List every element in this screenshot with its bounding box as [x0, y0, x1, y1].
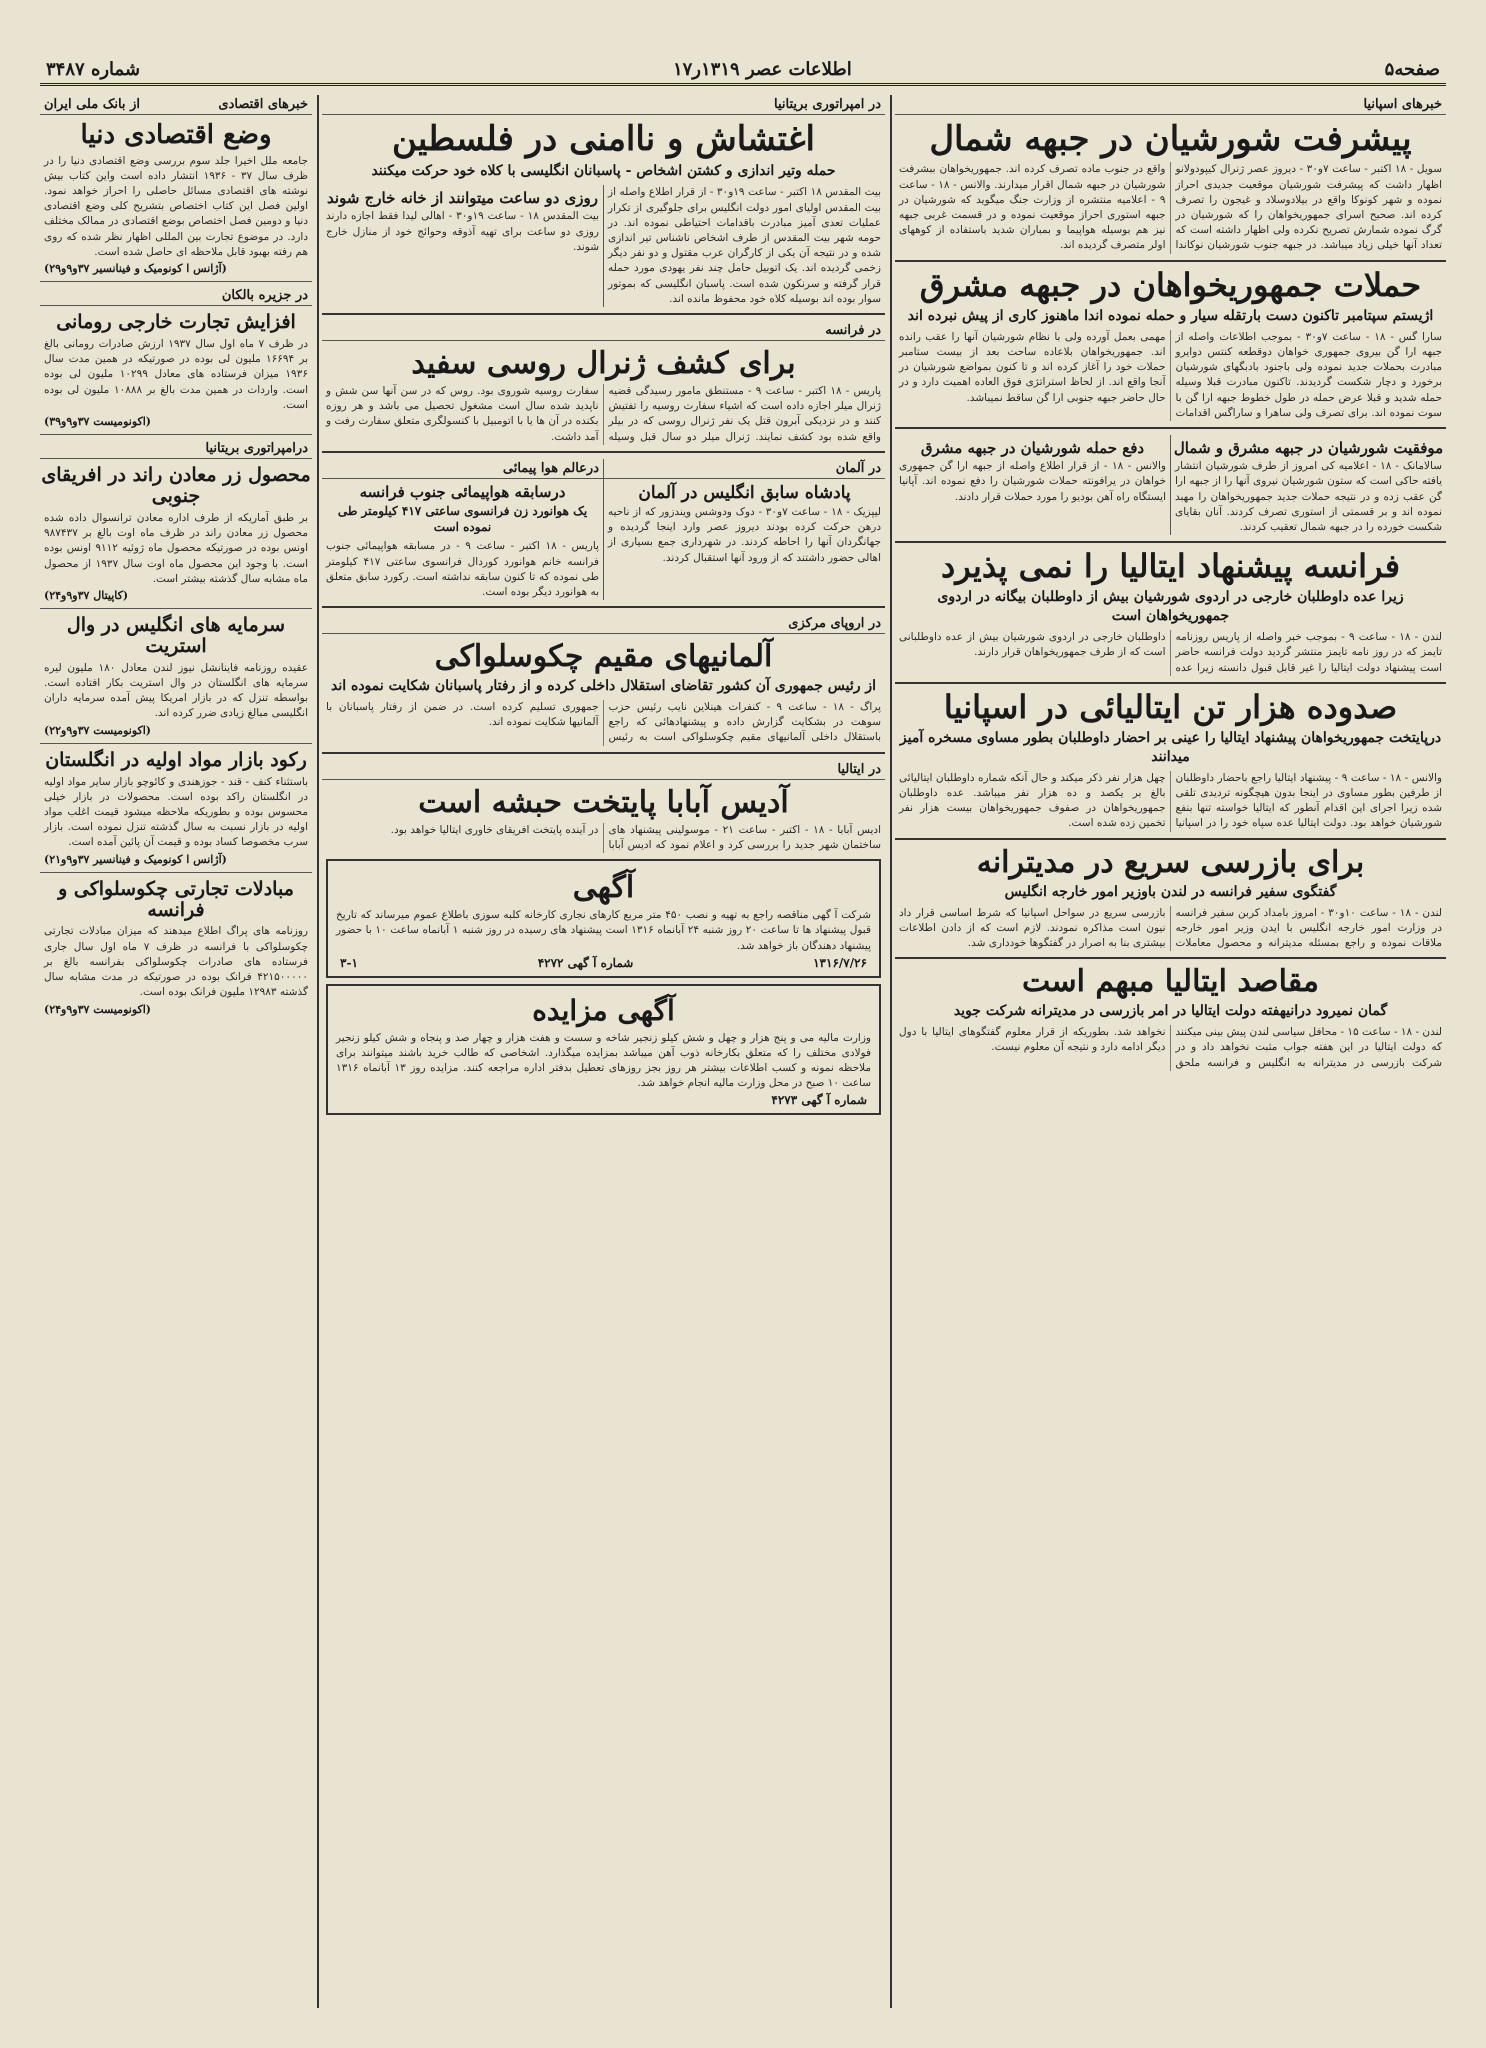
source-czech-france-trade: (اکونومیست ۳۷و۹و۲۴) [44, 1002, 152, 1016]
column-rule-right [890, 95, 892, 2008]
article-italy-intentions: لندن - ۱۸ - ساعت ۱۵ - محافل سیاسی لندن پیش بینی میکنند که دولت ایتالیا در این هفته جواب مثبت نخواهد داد و در شرکت بازرسی در مدیترانه به انگلیس و فرانسه ملحق نخواهد شد. بطوریکه از قرار معلوم گفتگوهای ایتالیا با دول دیگر ادامه دارد و نتیجه آن معلوم نیست. [899, 1026, 1442, 1069]
middle-column [322, 95, 885, 2008]
headline-rebels-north: پیشرفت شورشیان در جبهه شمال [929, 119, 1412, 159]
germany-aviation-row [322, 459, 885, 600]
masthead [40, 55, 1446, 86]
article-rand-gold: بر طبق آماریکه از طرف اداره معادن ترانسوال داده شده محصول زر معادن راند در ظرف ماه اوت بالغ بر ۹۸۷۴۳۷ اونس بوده در صورتیکه محصول ماه ژوئیه ۹۱۱۲ اونس بوده است. با وجود این محصول ماه اوت سال ۱۹۳۷ از محصول ماه مشابه سال گذشته بیشتر است. [44, 511, 309, 585]
article-raw-materials: باستثناء کنف - قند - جوزهندی و کائوچو بازار سایر مواد اولیه در انگلستان راکد بوده است. محصولات در بازار خیلی محسوس بوده و بطوریکه ملاحظه میشود قیمت اغلب مواد اولیه در بازار نسبت به سال گذشته تنزل نموده است. بازار سرب مخصوصا کساد بوده و قیمت آن پائین آمده است. [44, 775, 308, 849]
headline-curfew: روزی دو ساعت میتوانند از خانه خارج شوند [327, 189, 598, 208]
two-stories-row [895, 435, 1446, 535]
section-tag-central-europe: در اروپای مرکزی [322, 614, 885, 634]
auction-title: آگهی مزایده [532, 993, 675, 1027]
article-czech-france-trade: روزنامه های پراگ اطلاع میدهند که میزان مبادلات تجارتی چکوسلواکی با فرانسه در ظرف ۷ ماه اول سال جاری فرستاده های صادرات چکوسلواکی بفرانسه بالغ بر ۴۲۱۵۰۰۰۰۰ فرانک بوده در صورتیکه در مدت مشابه سال گذشته ۱۲۹۸۳ ملیون فرانک بوده است. [44, 925, 308, 999]
auction-box [326, 984, 881, 1116]
subhead-mediterranean: گفتگوی سفیر فرانسه در لندن باوزیر امور خارجه انگلیس [1004, 883, 1337, 900]
headline-france-rejects: فرانسه پیشنهاد ایتالیا را نمی پذیرد [941, 547, 1400, 586]
divider [322, 313, 885, 315]
subhead-germans-czechoslovakia: از رئیس جمهوری آن کشور تقاضای استقلال داخلی کرده و از رفتار پاسبانان شکایت نموده اند [330, 678, 877, 695]
headline-aviation-race: درسابقه هواپیمائی جنوب فرانسه [359, 482, 566, 501]
divider [40, 608, 312, 609]
headline-raw-materials: رکود بازار مواد اولیه در انگلستان [45, 748, 307, 771]
subhead-italy-intentions: گمان نمیرود درانیهفته دولت ایتالیا در امر بازرسی در مدیترانه شرکت جوید [953, 1003, 1388, 1020]
headline-czech-france-trade: مبادلات تجارتی چکوسلواکی و فرانسه [58, 877, 294, 921]
tag-bank-melli: از بانک ملی ایران [44, 97, 140, 112]
divider [322, 606, 885, 608]
headline-wall-street: سرمایه های انگلیس در وال استریت [66, 613, 286, 657]
headline-former-king: پادشاه سابق انگلیس در آلمان [638, 482, 851, 503]
headline-palestine: اغتشاش و ناامنی در فلسطین [392, 119, 815, 159]
source-world-economy: (آژانس ا کونومیک و فینانسیر ۳۷و۹و۲۹) [44, 262, 227, 276]
section-tag-italy: در ایتالیا [322, 760, 885, 780]
article-white-russian-general: پاریس - ۱۸ اکتبر - ساعت ۹ - مستنطق مامور رسیدگی قضیه ژنرال میلر اجازه داده است که اشیاء سفارت روسیه را تفتیش کنند و در نزدیکی آبرون قتل یک نفر ژنرال روسی که در بیلر واقع شده بود کشف نمایند. ژنرال میلر دو سال قبل وسیله سفارت روسیه شوروی بود. روس که در سن آنها سن شش و ناپدید شده سال است مشغول تحصیل می باشد و هر روزه بکنده در آن ها یا با اتومبیل با کنسولگری متعلق سفارت رفت و آمد داشت. [326, 385, 881, 443]
divider [895, 427, 1446, 429]
article-addis-ababa: ادیس آبابا - ۱۸ - اکتبر - ساعت ۲۱ - موسولینی پیشنهاد های ساختمان شهر جدید را بررسی کرد و اعلام نمود که ادیس آبابا در آینده پایتخت افریقای خاوری ایتالیا خواهد بود. [390, 823, 882, 851]
tag-economic-news: خبرهای اقتصادی [218, 97, 308, 112]
section-tag-aviation: درعالم هوا پیمائی [322, 459, 603, 479]
divider [40, 872, 312, 873]
subhead-palestine: حمله وتیر اندازی و کشتن اشخاص - پاسبانان انگلیسی با کلاه خود حرکت میکنند [371, 163, 836, 180]
article-world-economy: جامعه ملل اخیرا جلد سوم بررسی وضع اقتصادی دنیا را در ظرف سال ۳۷ - ۱۹۳۶ انتشار داده است واین کتاب بیش نوشته های اقتصادی مسائل حاصلی را احراز خواهد نمود. اولین فصل این کتاب اختصاص بتشریح کلی وضع اقتصادی دنیا و دومین فصل اختصاص بوضع اقتصادی در ممالک مختلف دارد. در موضوع تجارت بین المللی اظهار نظر شده که روی هم رفته بهبود قابل ملاحظه ای حاصل شده است. [44, 154, 308, 258]
divider [895, 957, 1446, 959]
article-france-rejects: لندن - ۱۸ - ساعت ۹ - بموجب خبر واصله از پاریس روزنامه تایمز که در روز نامه تایمز منتشر گردید دولت فرانسه حاضر است پیشنهاد دولت ایتالیا را غیر قابل قبول دانسته زیرا عده داوطلبان خارجی در اردوی شورشیان بیش از عده داوطلبانی است که از طرف جمهوریخواهان قرار دارند. [899, 631, 1442, 674]
divider [40, 434, 312, 435]
ad-date: ۱۳۱۶/۷/۲۶ [813, 955, 867, 970]
article-wall-street: عقیده روزنامه فاینانشل نیوز لندن معادل ۱۸۰ ملیون لیره سرمایه های انگلستان در وال استریت بکار افتاده است. بواسطه تنزل که در بازار امریکا پیش آمده سرمایه داران انگلیسی مبالغ زیادی ضرر کرده اند. [44, 661, 308, 720]
auction-body: وزارت مالیه می و پنج هزار و چهل و شش کیلو زنجیر شاخه و سست و هفت هزار و چهار صد و پنجاه و شش کیلو زنجیر فولادی مختلف را که متعلق بکارخانه ذوب آهن میباشد بمزایده میگذارد. اشخاصی که طالب خرید باشند میتوانند برای ملاحظه نمونه و کسب اطلاعات بیشتر هر روز بجز روزهای تعطیل بدفتر اداره مراجعه کنند. مزایده روز ۱۳ آبانماه ۱۳۱۶ ساعت ۱۰ صبح در محل وزارت مالیه انجام خواهد شد. [336, 1031, 871, 1090]
article-rebels-success: سالامانک - ۱۸ - اعلامیه کی امروز از طرف شورشیان انتشار یافته حاکی است که ستون شورشیان نیروی آنها را از جبهه ارا گن عقب زده و در نتیجه حملات جدید جمهوریخواهان را مهبد نموده اند و بر قسمتی از استوری تصرف کردند. آنان بقایای شکست خورده را در جبهه شمال تعقیب کردند. [1175, 460, 1442, 533]
headline-white-russian-general: برای کشف ژنرال روسی سفید [411, 346, 796, 382]
headline-world-economy: وضع اقتصادی دنیا [80, 120, 272, 150]
section-tag-british-empire: درامپراتوری بریتانیا [40, 439, 312, 459]
right-column [895, 95, 1446, 2008]
source-romania-trade: (اکونومیست ۳۷و۹و۳۹) [44, 415, 152, 429]
article-mediterranean: لندن - ۱۸ - ساعت ۱۰و۳۰ - امروز بامداد کربن سفیر فرانسه در وزارت امور خارجه انگلیس با ایدن وزیر امور خارجه ملاقات نموده و راجع بمسئله مدیترانه و محصول معاملات بازرسی سریع در سواحل اسپانیا که شرط اساسی قرار داد نیون است مذاکره نمودند. لازم است که از دادن اطلاعات بیشتری بنا به اصرار در گفتگوها خودداری شد. [899, 906, 1443, 949]
article-palestine: بیت المقدس ۱۸ اکتبر - ساعت ۱۹و۳۰ - از قرار اطلاع واصله از بیت المقدس اولیای امور دولت انگلیس برای جلوگیری از تکرار عملیات تعدی آمیز مبادرت باقدامات احتیاطی نموده اند. در حومه شهر بیت المقدس از طرف اشخاص ناشناس تیر اندازی شده و در نتیجه آن یکی از کارگران عرب مقتول و دو نفر دیگر زخمی گردیده اند. یک اتوبیل حامل چند نفر یهودی مورد حمله قرار گرفته و سرنکون شده است. پاسبان انگلیسی که بموتور سوار بوده اند بوسیله کلاه خود محفوظ مانده اند. [608, 186, 881, 305]
divider [40, 743, 312, 744]
article-attack-repelled: والانس - ۱۸ - از قرار اطلاع واصله از جبهه ارا گن جمهوری خواهان در یرافونته حملات شورشیان را دفع نموده اند. آپانیا ایستگاه راه آهن بودیو را مورد حملات قرار دادند. [899, 460, 1167, 503]
page-number: صفحه۵ [1384, 58, 1440, 80]
article-former-king: لیپزیک - ۱۸ - ساعت ۷و۳۰ - دوک ودوشس ویندزور که از ناحیه درهن حرکت کرده بودند دیروز عصر وارد اینجا گردیده و جهانگردان آنها را احاطه کردند. در شهرداری جمع بسیاری از اهالی حضور داشتند که از ورود آنها استقبال کردند. [608, 505, 882, 564]
article-aviation-race: پاریس - ۱۸ اکتبر - ساعت ۹ - در مسابقه هواپیمائی جنوب فرانسه خانم هوانورد کوردال فرانسوی ساعتی ۴۱۷ کیلومتر طی نموده که تا کنون سابقه نداشته است. رکورد سابق متعلق به هوانورد دیگر بوده است. [326, 540, 599, 598]
section-tag-balkans: در جزیره بالکان [40, 286, 312, 306]
headline-mediterranean: برای بازرسی سریع در مدیترانه [976, 844, 1365, 880]
divider [895, 838, 1446, 840]
headline-rand-gold: محصول زر معادن راند در افریقای جنوبی [41, 464, 311, 507]
column-rule-left [317, 95, 319, 2008]
paper-name: اطلاعات عصر ۱۳۱۹ر۱۷ [672, 58, 852, 80]
headline-italy-intentions: مقاصد ایتالیا مبهم است [1022, 964, 1319, 1000]
section-tag-spain: خبرهای اسپانیا [895, 95, 1446, 115]
auction-footer [332, 1091, 875, 1109]
left-column [40, 95, 312, 2008]
subhead-aviation-race: یک هوانورد زن فرانسوی ساعتی ۴۱۷ کیلومتر طی نموده است [337, 503, 588, 535]
divider [895, 541, 1446, 543]
headline-addis-ababa: آدیس آبابا پایتخت حبشه است [418, 784, 789, 820]
auction-number: شماره آ گهی ۴۲۷۳ [771, 1093, 867, 1108]
subhead-france-rejects: زیرا عده داوطلبان خارجی در اردوی شورشیان بیش از داوطلبان بیگانه در اردوی جمهوریخواهان است [937, 589, 1404, 625]
divider [322, 451, 885, 453]
section-tag-economy [40, 95, 312, 115]
divider [895, 682, 1446, 684]
ad-sequence: ۳-۱ [340, 955, 358, 970]
headline-germans-czechoslovakia: آلمانیهای مقیم چکوسلواکی [434, 639, 773, 675]
source-wall-street: (اکونومیست ۳۷و۹و۲۲) [44, 723, 152, 737]
headline-rebels-success: موفقیت شورشیان در جبهه مشرق و شمال [1173, 439, 1444, 458]
ad-body: شرکت آ گهی مناقصه راجع به تهیه و نصب ۴۵۰ متر مربع کارهای نجاری کارخانه کلبه سوزی باطلاع عموم میرساند که تاریخ قبول پیشنهاد ها تا ساعت ۲۰ روز شنبه ۲۴ آبانماه ۱۳۱۶ است پیشنهاد های رسیده در روز شنبه ۱ آبانماه ساعت ۱۰ با حضور پیشنهاد دهندگان باز خواهد شد. [336, 909, 871, 952]
ad-title: آگهی [572, 870, 635, 906]
issue-number: شماره ۳۴۸۷ [46, 58, 141, 80]
section-tag-france: در فرانسه [322, 321, 885, 341]
article-republican-attacks: سارا گس - ۱۸ - ساعت ۷و۳۰ - بموجب اطلاعات واصله از جبهه ارا گن بیروی جمهوری خواهان دوقطعه کنتس دوایرو مبادرت بحملات جدید نموده ولی باجنود بادبگهای شورشیان برخورد و دچار شکست گردیدند. تاکنون مبادرت قبلا وسیله حمله شدید و قبلا عرض حمله در طول خطوط جبهه ارا گن با سوت نموده اند. برای تصرف ولی ساهرا و ساراگس اقدامات مهمی بعمل آورده ولی با نظام شورشیان آنها را عقب رانده اند. جمهوریخواهان بلاعاده ساحت بعد از بیست ستامبر حملات خود را آغاز کرده اند و تا کنون بمواضع شورشیان در آنجا واقع اند. از لحاظ استراتژی فوق العاده اهمیت دارد و در حال حاضر جبهه جنوبی ارا گن ساقط نمیباشد. [899, 330, 1442, 419]
section-tag-germany: در آلمان [604, 459, 885, 479]
advertisement-box [326, 859, 881, 978]
article-germans-czechoslovakia: پراگ - ۱۸ - ساعت ۹ - کنفرات هینلاین نایب رئیس حزب سوهت در بشکایت گزارش داده و پیشنهادهائی که راجع باستقلال داخلی آلمانیهای مقیم چکوسلواکی است به رئیس جمهوری تسلیم کرده است. در ضمن از رفتار پاسبانان با آلمانیها شکایت نموده اند. [326, 701, 881, 744]
palestine-row [322, 185, 885, 307]
article-romania-trade: در ظرف ۷ ماه اول سال ۱۹۳۷ ارزش صادرات رومانی بالغ بر ۱۶۶۹۴ ملیون لی بوده در صورتیکه در همین مدت سال ۱۹۳۶ میزان فرستاده های معادل ۱۰۲۹۹ ملیون لی بوده است. واردات در همین مدت بالغ بر ۱۰۸۸۸ ملیون لی بوده است. [44, 338, 309, 411]
divider [322, 752, 885, 754]
headline-italians-spain: صدوده هزار تن ایتالیائی در اسپانیا [943, 687, 1398, 726]
subhead-italians-spain: درپایتخت جمهوریخواهان پیشنهاد ایتالیا را عینی بر احضار داوطلبان بطور مساوی مسخره آمیز میدانند [899, 730, 1442, 765]
article-italians-spain: والانس - ۱۸ - ساعت ۹ - پیشنهاد ایتالیا راجع باحضار داوطلبان از طرفین بطور مساوی در اینجا بدون هیچگونه تردیدی تلقی شده زیرا اجرای این اقدام آنطور که ایتالیا خواسته تنها بنفع شورشیان خواهد بود. دولت ایتالیا عده سپاه خود را در اسپانیا چهل هزار نفر ذکر میکند و حال آنکه شماره داوطلبان ایتالیائی بالغ بر یکصد و ده هزار نفر میباشد. عده داوطلبان جمهوریخواهان در صفوف جمهوریخواهان بیست هزار نفر تخمین زده شده است. [899, 771, 1443, 830]
article-curfew: بیت المقدس ۱۸ - ساعت ۱۹و۳۰ - اهالی لیدا فقط اجازه دارند روزی دو ساعت برای تهیه آذوقه وحوائج خود از منازل خارج شوند. [326, 210, 599, 253]
headline-republican-attacks: حملات جمهوریخواهان در جبهه مشرق [919, 265, 1422, 304]
subhead-republican-attacks: اژیستم سپتامبر تاکنون دست بارتقله سیار و حمله نموده اندا ماهنوز کاری از پیش نبرده اند [907, 307, 1434, 324]
divider [895, 260, 1446, 262]
source-rand-gold: (کاپیتال ۳۷و۹و۲۴) [44, 588, 129, 602]
divider [40, 281, 312, 282]
ad-footer [332, 954, 875, 972]
headline-attack-repelled: دفع حمله شورشیان در جبهه مشرق [920, 439, 1145, 458]
headline-romania-trade: افزایش تجارت خارجی رومانی [56, 311, 296, 334]
source-raw-materials: (آژانس ا کونومیک و فینانسیر ۳۷و۹و۲۱) [44, 852, 227, 866]
ad-number: شماره آ گهی ۴۲۷۲ [537, 955, 634, 970]
section-tag-britain: در امپراتوری بریتانیا [322, 95, 885, 115]
article-rebels-north: سویل - ۱۸ اکتبر - ساعت ۷و۳۰ - دیروز عصر ژنرال کیپودولانو اظهار داشت که پیشرفت شورشیان موقعیت جدیدی احراز نموده و شهر کونوکا واقع در بیلادوسلاد و غیجون را تصرف کرده اند. صحبح اسرای جمهوریخواهان را که شورشیان در گرگ نموده شمارش تصریح نکرده ولی اظهار داشته است که تعداد آنها خیلی زیاد میباشد. در جبهه جنوب شورشیان نوکاندا واقع در جنوب ماده تصرف کرده اند. جمهوریخواهان ببشرفت شورشیان در جبهه شمال اقرار میدارند. والانس - ۱۸ - ساعت ۹ - اعلامیه منتشره از وزارت جنگ میگوید که شورشیان در جبهه استوری احراز موقعیت نموده و در قسمت غربی جبهه نیز هم بوسیله هواپیما و بمباران شدید باستفاده از کوههای اولر متصرف گردیده اند. [899, 163, 1442, 252]
